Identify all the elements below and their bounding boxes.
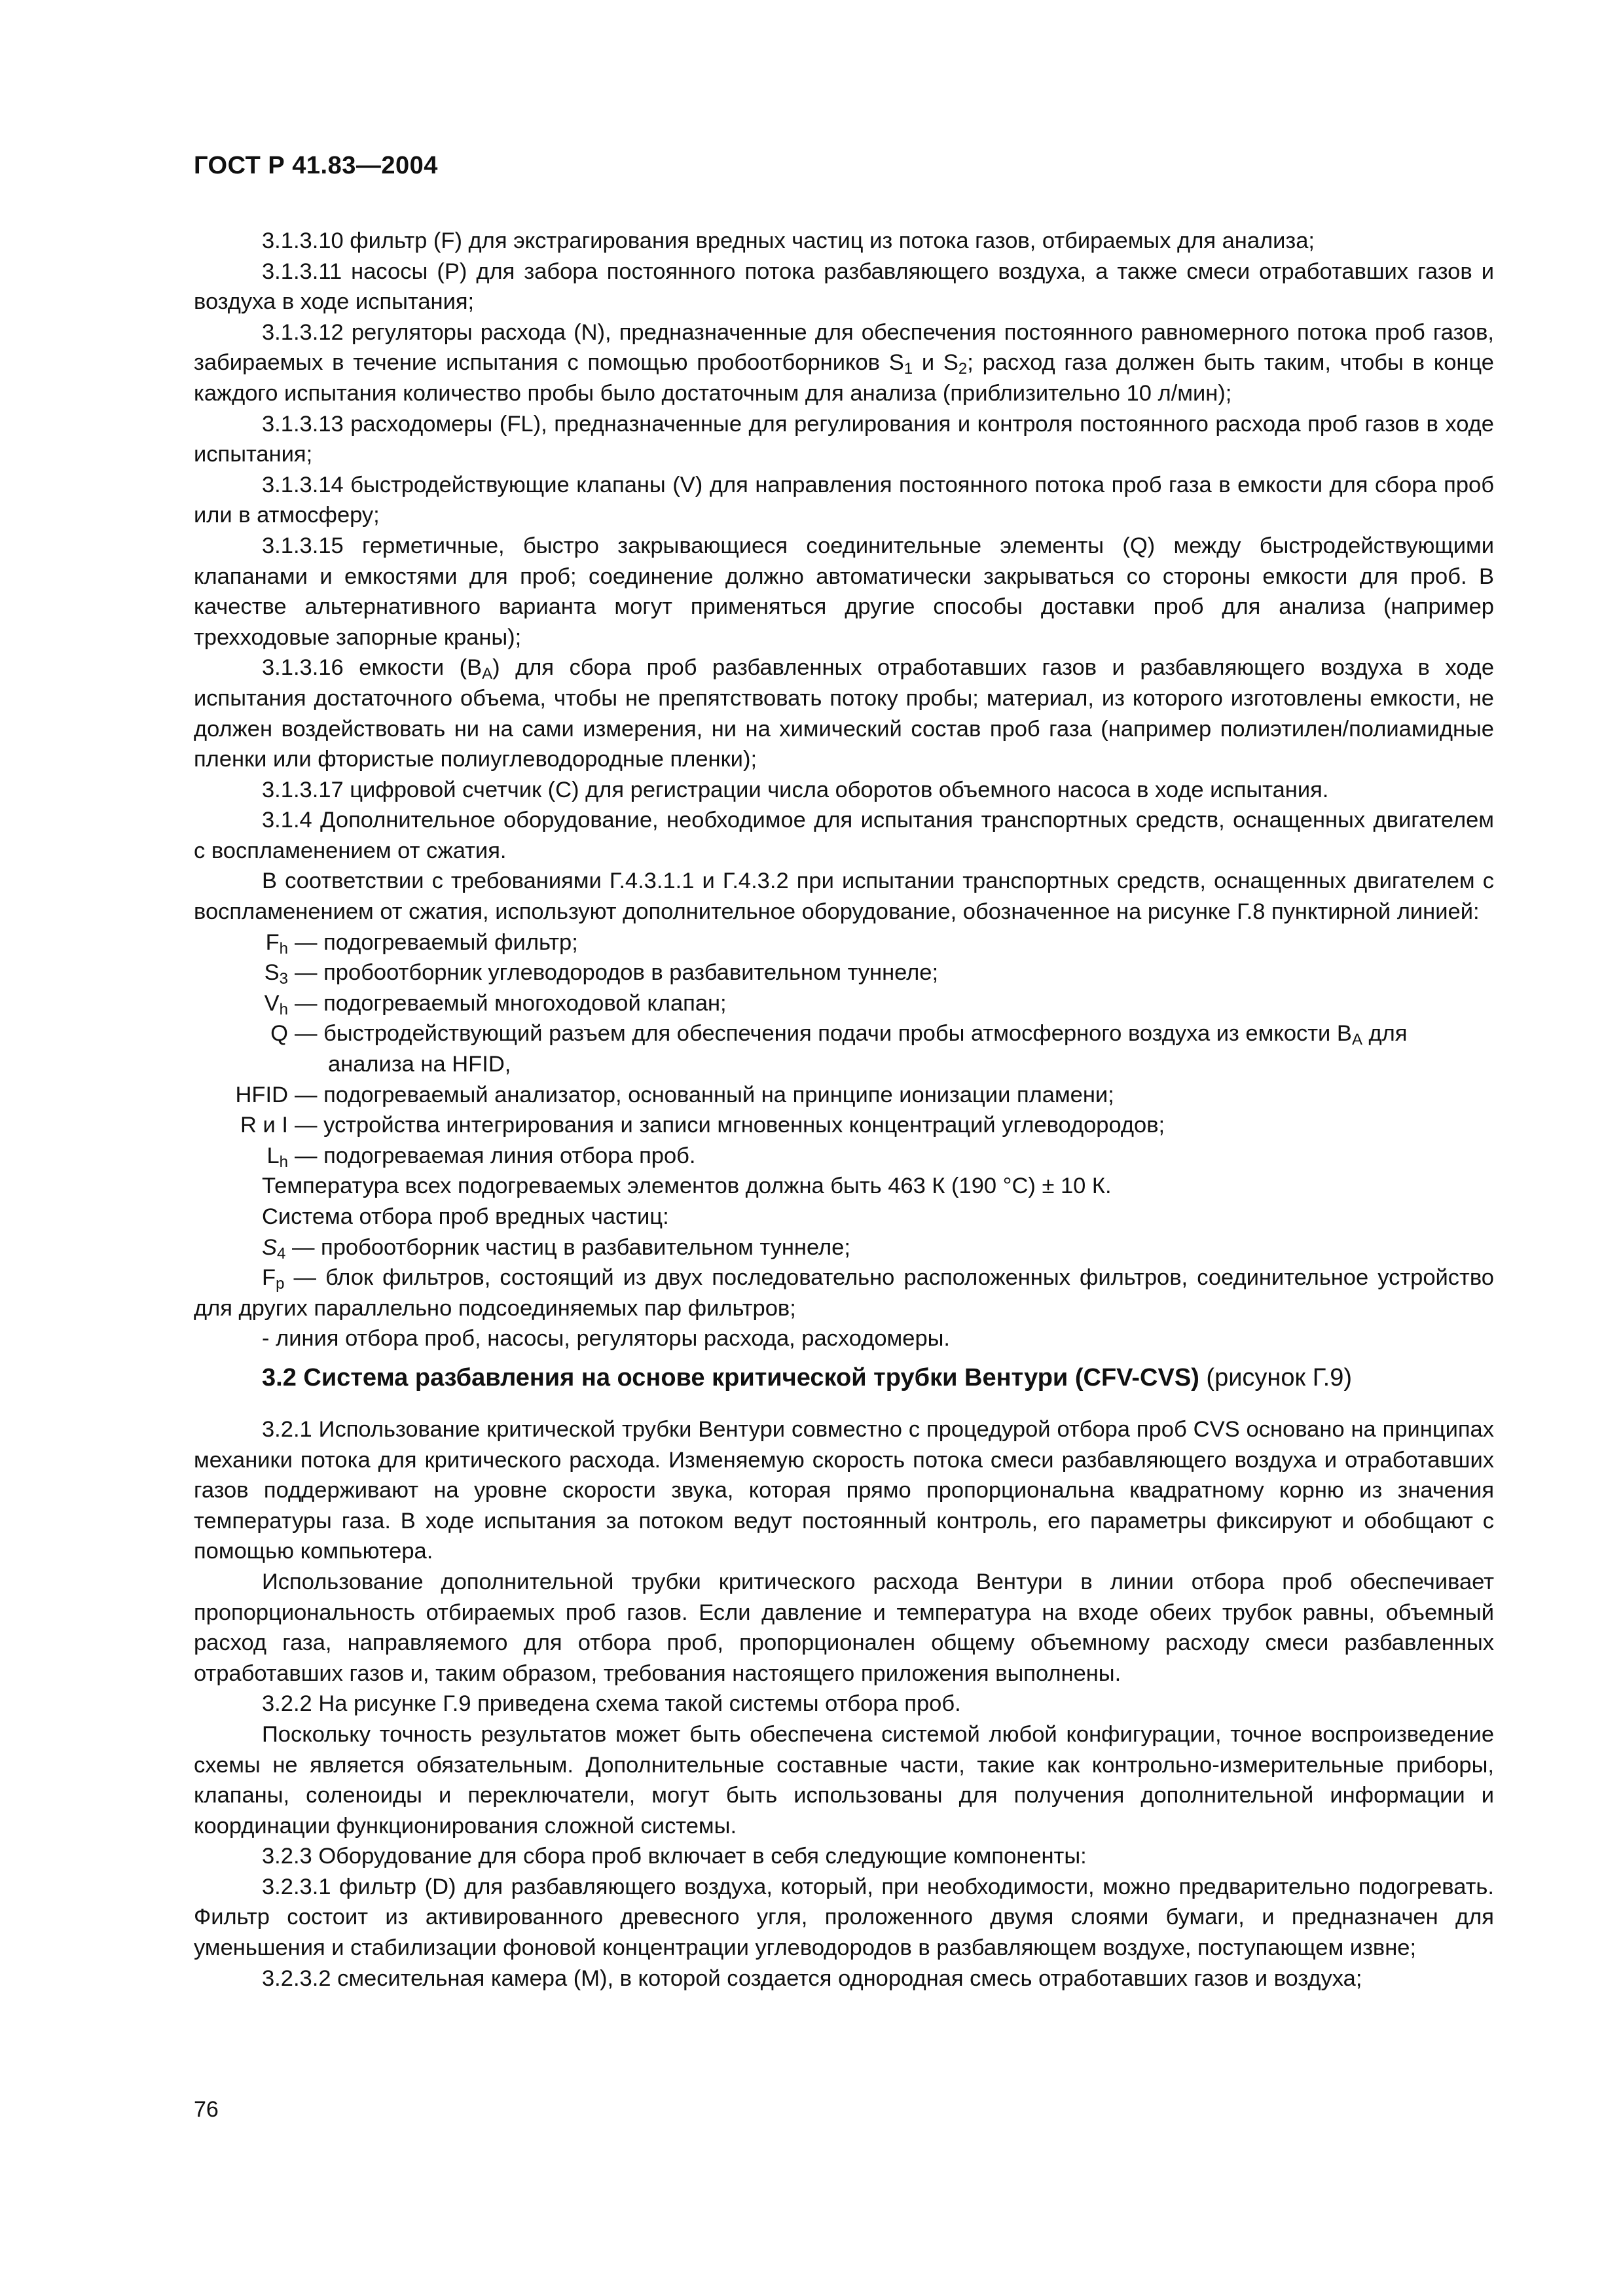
symbol-description: — устройства интегрирования и записи мгновенных концентраций углеводородов; xyxy=(295,1113,1165,1138)
document-header: ГОСТ Р 41.83—2004 xyxy=(194,152,438,179)
section-3-2-title: 3.2 Система разбавления на основе критической трубки Вентури (CFV-CVS) (рисунок Г.9) xyxy=(262,1363,1353,1391)
symbol-description: — пробоотборник углеводородов в разбавительном туннеле; xyxy=(295,960,939,986)
document-body xyxy=(194,226,1494,1994)
symbol-row-fh xyxy=(194,927,1494,958)
symbol-key: HFID xyxy=(235,1082,288,1107)
paragraph-3-2-1: 3.2.1 Использование критической трубки Вентури совместно с процедурой отбора проб CVS основано на принципах механики потока для критического расхода. Изменяемую скорость потока смеси разбавляющего воздуха и отработавших газов поддерживают на уровне скорости звука, которая прямо пропорциональна квадратному корню из значения температуры газа. В ходе испытания за потоком ведут постоянный контроль, его параметры фиксируют и обобщают с помощью компьютера. xyxy=(194,1416,1494,1564)
symbol-key: Q xyxy=(270,1021,288,1047)
symbol-description: — подогреваемый фильтр; xyxy=(295,929,578,955)
paragraph-3-1-3-11: 3.1.3.11 насосы (P) для забора постоянного потока разбавляющего воздуха, а также смеси отработавших газов и воздуха в ходе испытания; xyxy=(194,259,1494,315)
symbol-description: — подогреваемая линия отбора проб. xyxy=(295,1143,696,1168)
paragraph-3-1-3-14: 3.1.3.14 быстродействующие клапаны (V) для направления постоянного потока проб газа в емкости для сбора проб или в атмосферу; xyxy=(194,472,1494,528)
paragraph-3-1-3-13: 3.1.3.13 расходомеры (FL), предназначенные для регулирования и контроля постоянного расхода проб газов в ходе испытания; xyxy=(194,411,1494,467)
paragraph-3-2-2: 3.2.2 На рисунке Г.9 приведена схема такой системы отбора проб. xyxy=(262,1691,961,1717)
symbol-row-s3 xyxy=(194,958,1494,988)
symbol-key: $L_h$ xyxy=(266,1143,288,1171)
paragraph-3-1-3-12: 3.1.3.12 регуляторы расхода (N), предназначенные для обеспечения постоянного равномерного потока проб газов, забираемых в течение испытания с помощью пробоотборников $S_1$ и $S_2$; расход газа должен быть таким, чтобы в конце каждого испытания количество пробы было достаточным для анализа (приблизительно 10 л/мин); xyxy=(194,319,1494,406)
symbol-key: $S_3$ xyxy=(264,960,288,988)
paragraph-3-1-3-17: 3.1.3.17 цифровой счетчик (С) для регистрации числа оборотов объемного насоса в ходе испытания. xyxy=(262,777,1329,802)
paragraph-additional-venturi: Использование дополнительной трубки критического расхода Вентури в линии отбора проб обеспечивает пропорциональность отбираемых проб газов. Если давление и температура на входе обеих трубок равны, объемный расход газа, направляемого для отбора проб, пропорционален общему объемному расходу смеси разбавленных отработавших газов и, таким образом, требования настоящего приложения выполнены. xyxy=(194,1569,1494,1686)
paragraph-pm-system: Система отбора проб вредных частиц: xyxy=(262,1204,669,1229)
symbol-description: — подогреваемый многоходовой клапан; xyxy=(295,990,727,1016)
paragraph-s4: $S_4$ — пробоотборник частиц в разбавительном туннеле; xyxy=(262,1234,850,1263)
paragraph-3-2-3: 3.2.3 Оборудование для сбора проб включает в себя следующие компоненты: xyxy=(262,1844,1087,1869)
paragraph-fp: $F_p$ — блок фильтров, состоящий из двух последовательно расположенных фильтров, соединительное устройство для других параллельно подсоединяемых пар фильтров; xyxy=(194,1265,1494,1321)
paragraph-sampling-line: - линия отбора проб, насосы, регуляторы расхода, расходомеры. xyxy=(262,1326,951,1352)
symbol-key: $F_h$ xyxy=(265,929,288,958)
symbol-key: R и I xyxy=(240,1113,288,1138)
symbol-description: — быстродействующий разъем для обеспечения подачи пробы атмосферного воздуха из емкости $B_A$ для анализа на HFID, xyxy=(295,1021,1408,1077)
symbol-description: — подогреваемый анализатор, основанный на принципе ионизации пламени; xyxy=(295,1082,1114,1107)
paragraph-3-1-3-15: 3.1.3.15 герметичные, быстро закрывающиеся соединительные элементы (Q) между быстродействующими клапанами и емкостями для проб; соединение должно автоматически закрываться со стороны емкости для проб. В качестве альтернативного варианта могут применяться другие способы доставки проб для анализа (например трехходовые запорные краны); xyxy=(194,533,1494,650)
symbol-row-vh xyxy=(194,988,1494,1019)
paragraph-3-1-3-10: 3.1.3.10 фильтр (F) для экстрагирования вредных частиц из потока газов, отбираемых для анализа; xyxy=(262,228,1315,253)
symbol-row-lh xyxy=(194,1141,1494,1172)
paragraph-3-1-3-16: 3.1.3.16 емкости $(B_A)$ для сбора проб разбавленных отработавших газов и разбавляющего воздуха в ходе испытания достаточного объема, чтобы не препятствовать потоку пробы; материал, из которого изготовлены емкости, не должен воздействовать ни на сами измерения, ни на химический состав проб газа (например полиэтилен/полиамидные пленки или фтористые полиуглеводородные пленки); xyxy=(194,655,1495,772)
paragraph-3-1-4: 3.1.4 Дополнительное оборудование, необходимое для испытания транспортных средств, оснащенных двигателем с воспламенением от сжатия. xyxy=(194,808,1494,863)
paragraph-3-2-3-2: 3.2.3.2 смесительная камера (М), в которой создается однородная смесь отработавших газов и воздуха; xyxy=(262,1965,1362,1991)
symbol-row-hfid xyxy=(194,1080,1494,1111)
symbol-key: $V_h$ xyxy=(264,990,288,1018)
paragraph-accordance: В соответствии с требованиями Г.4.3.1.1 и Г.4.3.2 при испытании транспортных средств, оснащенных двигателем с воспламенением от сжатия, используют дополнительное оборудование, обозначенное на рисунке Г.8 пунктирной линией: xyxy=(194,869,1494,925)
symbol-row-r-and-i xyxy=(194,1110,1494,1141)
paragraph-accuracy: Поскольку точность результатов может быть обеспечена системой любой конфигурации, точное воспроизведение схемы не является обязательным. Дополнительные составные части, такие как контрольно-измерительные приборы, клапаны, соленоиды и переключатели, могут быть использованы для получения дополнительной информации и координации функционирования сложной системы. xyxy=(194,1721,1494,1839)
page-number: 76 xyxy=(194,2097,219,2122)
paragraph-temperature: Температура всех подогреваемых элементов должна быть 463 К (190 °С) ± 10 К. xyxy=(262,1174,1112,1199)
paragraph-3-2-3-1: 3.2.3.1 фильтр (D) для разбавляющего воздуха, который, при необходимости, можно предварительно подогревать. Фильтр состоит из активированного древесного угля, проложенного двумя слоями бумаги, и предназначен для уменьшения и стабилизации фоновой концентрации углеводородов в разбавляющем воздухе, поступающем извне; xyxy=(194,1874,1494,1961)
symbol-row-q xyxy=(194,1018,1494,1079)
